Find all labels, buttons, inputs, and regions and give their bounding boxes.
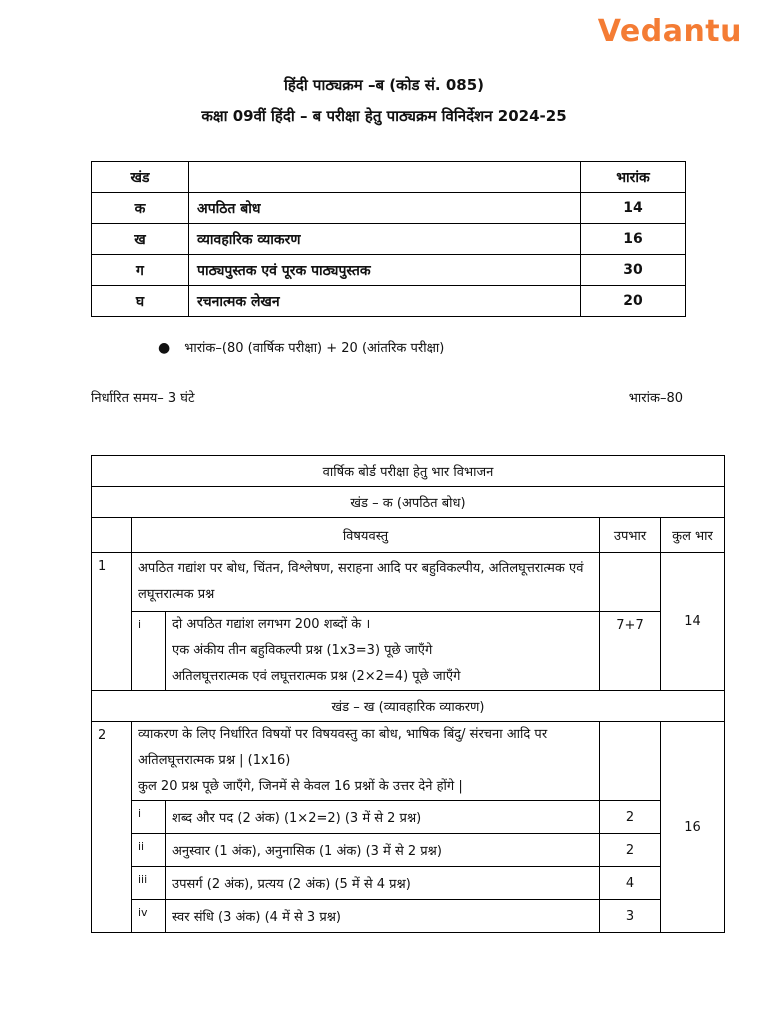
blank-cell (92, 518, 132, 553)
row-marks: 20 (581, 286, 686, 317)
allotted-time: निर्धारित समय– 3 घंटे (91, 391, 195, 406)
sub-content (166, 612, 600, 691)
row-topic: पाठ्यपुस्तक एवं पूरक पाठ्यपुस्तक (189, 255, 581, 286)
sub-number: i (132, 612, 166, 691)
col-sub-header: उपभार (600, 518, 661, 553)
sub-line: अतिलघूत्तरात्मक एवं लघूत्तरात्मक प्रश्न (2×2=4) पूछे जाएँगे (172, 669, 461, 684)
sub-number: iii (132, 867, 166, 900)
row-marks: 16 (581, 224, 686, 255)
blank-cell (600, 553, 661, 612)
sub-marks: 2 (600, 834, 661, 867)
sub-marks: 4 (600, 867, 661, 900)
header-topic (189, 162, 581, 193)
question-text (132, 722, 600, 801)
total-marks: भारांक–80 (628, 391, 683, 406)
col-total-header: कुल भार (661, 518, 725, 553)
total-marks-cell: 16 (661, 722, 725, 933)
table-row (92, 286, 686, 317)
weightage-title: वार्षिक बोर्ड परीक्षा हेतु भार विभाजन (92, 456, 725, 487)
row-section: क (92, 193, 189, 224)
marks-note-text: भारांक–(80 (वार्षिक परीक्षा) + 20 (आंतरिक परीक्षा) (184, 341, 445, 356)
page-subtitle: कक्षा 09वीं हिंदी – ब परीक्षा हेतु पाठ्यक्रम विनिर्देशन 2024-25 (201, 107, 567, 125)
col-content-header: विषयवस्तु (132, 518, 600, 553)
sub-number: iv (132, 900, 166, 933)
sub-line: दो अपठित गद्यांश लगभग 200 शब्दों के । (172, 617, 371, 632)
table-header-row (92, 162, 686, 193)
table-row (92, 224, 686, 255)
row-topic: व्यावहारिक व्याकरण (189, 224, 581, 255)
question-text-content: अपठित गद्यांश पर बोध, चिंतन, विश्लेषण, सराहना आदि पर बहुविकल्पीय, अतिलघूत्तरात्मक एवं लघूत्तरात्मक प्रश्न (138, 561, 584, 602)
sub-marks: 3 (600, 900, 661, 933)
row-section: घ (92, 286, 189, 317)
marks-summary-table (91, 161, 686, 317)
row-marks: 14 (581, 193, 686, 224)
row-topic: अपठित बोध (189, 193, 581, 224)
sub-marks: 7+7 (600, 612, 661, 691)
weightage-table (91, 455, 725, 933)
sub-content: उपसर्ग (2 अंक), प्रत्यय (2 अंक) (5 में से 4 प्रश्न) (166, 867, 600, 900)
row-section: ग (92, 255, 189, 286)
row-section: ख (92, 224, 189, 255)
question-text (132, 553, 600, 612)
section-a-heading: खंड – क (अपठित बोध) (92, 487, 725, 518)
header-section: खंड (92, 162, 189, 193)
section-b-heading: खंड – ख (व्यावहारिक व्याकरण) (92, 691, 725, 722)
sub-content: शब्द और पद (2 अंक) (1×2=2) (3 में से 2 प्रश्न) (166, 801, 600, 834)
sub-number: ii (132, 834, 166, 867)
question-line: कुल 20 प्रश्न पूछे जाएँगे, जिनमें से केवल 16 प्रश्नों के उत्तर देने होंगे | (138, 779, 463, 794)
question-line: व्याकरण के लिए निर्धारित विषयों पर विषयवस्तु का बोध, भाषिक बिंदु/ संरचना आदि पर (138, 727, 548, 742)
page-title: हिंदी पाठ्यक्रम –ब (कोड सं. 085) (284, 76, 484, 94)
marks-note (158, 338, 444, 356)
question-number: 1 (92, 553, 132, 691)
total-marks-cell: 14 (661, 553, 725, 691)
sub-marks: 2 (600, 801, 661, 834)
sub-line: एक अंकीय तीन बहुविकल्पी प्रश्न (1x3=3) पूछे जाएँगे (172, 643, 433, 658)
row-topic: रचनात्मक लेखन (189, 286, 581, 317)
question-number: 2 (92, 722, 132, 933)
bullet-icon: ● (158, 340, 171, 356)
row-marks: 30 (581, 255, 686, 286)
table-row (92, 255, 686, 286)
vedantu-logo: Vedantu (597, 14, 742, 49)
sub-content: अनुस्वार (1 अंक), अनुनासिक (1 अंक) (3 में से 2 प्रश्न) (166, 834, 600, 867)
table-row (92, 193, 686, 224)
sub-content: स्वर संधि (3 अंक) (4 में से 3 प्रश्न) (166, 900, 600, 933)
header-marks: भारांक (581, 162, 686, 193)
sub-number: i (132, 801, 166, 834)
blank-cell (600, 722, 661, 801)
question-line: अतिलघूत्तरात्मक प्रश्न | (1x16) (138, 753, 291, 768)
